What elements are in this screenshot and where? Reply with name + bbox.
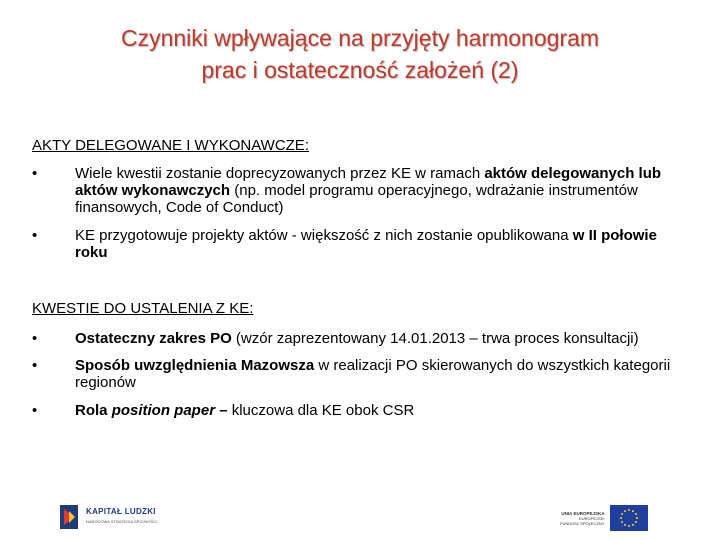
eu-star-icon <box>624 510 626 512</box>
esf-label-2: FUNDUSZ SPOŁECZNY <box>560 520 605 526</box>
list-item: • KE przygotowuje projekty aktów - większość z nich zostanie opublikowana w II połowie roku <box>32 227 657 261</box>
bullet-icon: • <box>32 165 38 182</box>
kapital-ludzki-name: KAPITAŁ LUDZKI <box>86 507 156 516</box>
eu-esf-logo <box>560 505 648 531</box>
eu-star-icon <box>632 524 634 526</box>
bullet-icon: • <box>32 330 38 347</box>
slide-title-line1: Czynniki wpływające na przyjęty harmonogram <box>120 25 600 51</box>
esf-label-1: EUROPEJSKI <box>579 515 605 521</box>
section-heading-delegated-acts: AKTY DELEGOWANE I WYKONAWCZE: <box>32 137 309 154</box>
list-item: • Wiele kwestii zostanie doprecyzowanych przez KE w ramach aktów delegowanych lub aktów wykonawczych (np. model programu operacyjnego, wdrażanie instrumentów finansowych, Code of Conduct) <box>32 165 662 216</box>
eu-star-icon <box>635 513 637 515</box>
eu-star-icon <box>636 517 638 519</box>
bullet-icon: • <box>32 227 38 244</box>
kapital-ludzki-icon <box>58 503 80 531</box>
list-item: • Rola position paper – kluczowa dla KE obok CSR <box>32 402 415 419</box>
kapital-ludzki-logo <box>58 500 157 534</box>
eu-star-icon <box>628 525 630 527</box>
eu-star-icon <box>624 524 626 526</box>
eu-star-icon <box>635 521 637 523</box>
list-item: • Sposób uwzględnienia Mazowsza w realizacji PO skierowanych do wszystkich kategorii regionów <box>32 357 671 391</box>
kapital-ludzki-subtitle: NARODOWA STRATEGIA SPÓJNOŚCI <box>86 519 158 524</box>
eu-star-icon <box>622 513 624 515</box>
bullet-icon: • <box>32 357 38 374</box>
eu-flag-icon <box>610 505 648 531</box>
eu-star-icon <box>632 510 634 512</box>
eu-label: UNIA EUROPEJSKA <box>561 510 605 516</box>
bullet-icon: • <box>32 402 38 419</box>
list-item: • Ostateczny zakres PO (wzór zaprezentowany 14.01.2013 – trwa proces konsultacji) <box>32 330 639 347</box>
delegated-acts-list <box>32 165 682 261</box>
slide-title-line2: prac i ostateczność założeń (2) <box>201 57 519 83</box>
eu-star-icon <box>628 509 630 511</box>
eu-star-icon <box>622 521 624 523</box>
issues-list <box>32 330 682 419</box>
eu-star-icon <box>620 517 622 519</box>
section-heading-issues-with-ec: KWESTIE DO USTALENIA Z KE: <box>32 300 254 317</box>
slide-title <box>0 22 720 86</box>
